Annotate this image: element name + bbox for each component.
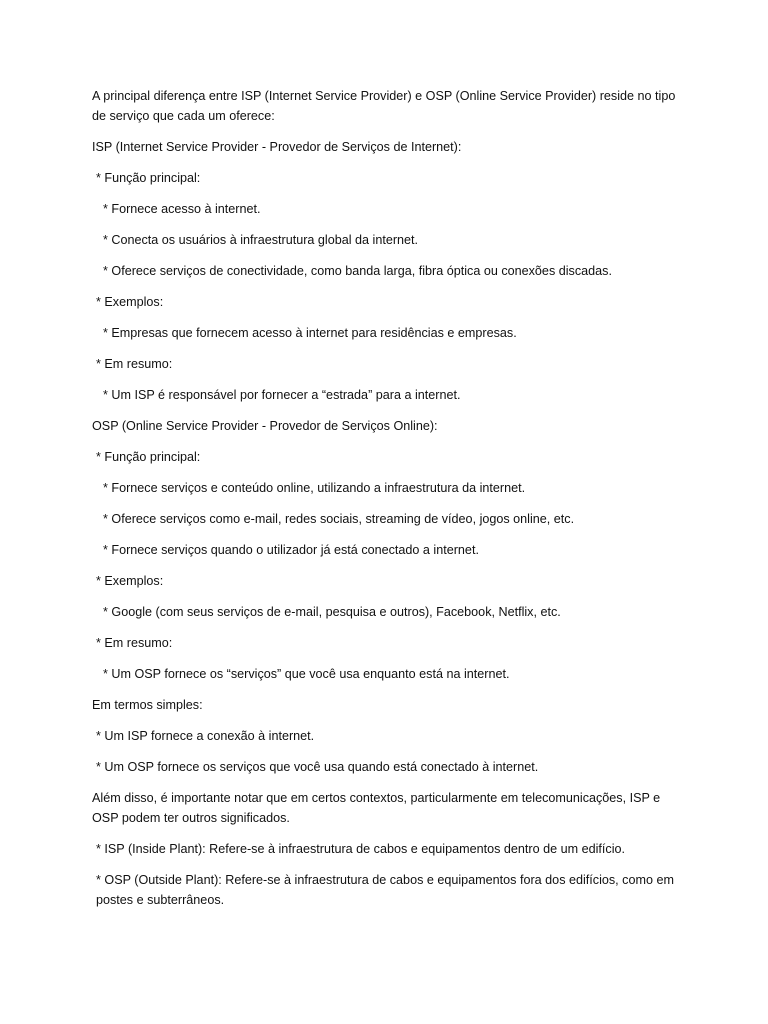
list-item: * Um OSP fornece os serviços que você usa quando está conectado à internet.	[96, 760, 539, 774]
osp-heading: OSP (Online Service Provider - Provedor de Serviços Online):	[92, 419, 438, 433]
summary-heading: Em termos simples:	[92, 698, 203, 712]
list-item: * Exemplos:	[96, 295, 164, 309]
list-item: * Em resumo:	[96, 636, 173, 650]
list-item: * Fornece serviços e conteúdo online, utilizando a infraestrutura da internet.	[103, 481, 526, 495]
isp-heading: ISP (Internet Service Provider - Provedor de Serviços de Internet):	[92, 140, 462, 154]
list-item: * OSP (Outside Plant): Refere-se à infraestrutura de cabos e equipamentos fora dos edifícios, como em postes e subterrâneos.	[96, 873, 678, 907]
list-item: * Um ISP é responsável por fornecer a “estrada” para a internet.	[103, 388, 461, 402]
list-item: * Oferece serviços de conectividade, como banda larga, fibra óptica ou conexões discadas.	[103, 264, 612, 278]
list-item: * Um OSP fornece os “serviços” que você usa enquanto está na internet.	[103, 667, 510, 681]
list-item: * Oferece serviços como e-mail, redes sociais, streaming de vídeo, jogos online, etc.	[103, 512, 575, 526]
list-item: * Função principal:	[96, 450, 201, 464]
context-paragraph: Além disso, é importante notar que em certos contextos, particularmente em telecomunicações, ISP e OSP podem ter outros significados.	[92, 791, 664, 825]
list-item: * Conecta os usuários à infraestrutura global da internet.	[103, 233, 419, 247]
list-item: * Em resumo:	[96, 357, 173, 371]
list-item: * ISP (Inside Plant): Refere-se à infraestrutura de cabos e equipamentos dentro de um edifício.	[96, 842, 625, 856]
list-item: * Fornece acesso à internet.	[103, 202, 261, 216]
list-item: * Fornece serviços quando o utilizador já está conectado a internet.	[103, 543, 479, 557]
list-item: * Um ISP fornece a conexão à internet.	[96, 729, 315, 743]
intro-paragraph: A principal diferença entre ISP (Internet Service Provider) e OSP (Online Service Provider) reside no tipo de serviço que cada um oferece:	[92, 89, 679, 123]
document-page	[92, 86, 682, 921]
list-item: * Função principal:	[96, 171, 201, 185]
list-item: * Exemplos:	[96, 574, 164, 588]
list-item: * Empresas que fornecem acesso à internet para residências e empresas.	[103, 326, 517, 340]
list-item: * Google (com seus serviços de e-mail, pesquisa e outros), Facebook, Netflix, etc.	[103, 605, 561, 619]
